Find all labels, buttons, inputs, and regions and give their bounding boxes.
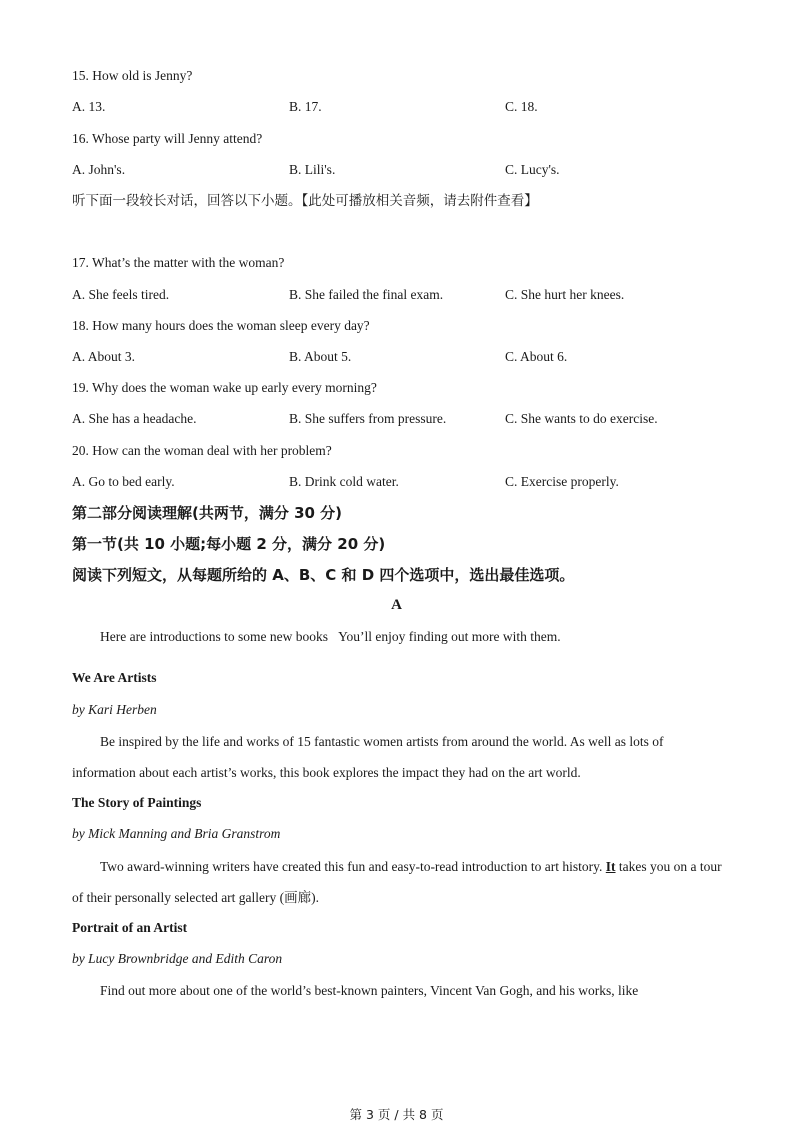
passage-intro bbox=[100, 628, 561, 646]
q18-option-a: A. About 3. bbox=[72, 349, 136, 364]
book-author-3: by Lucy Brownbridge and Edith Caron bbox=[72, 951, 283, 966]
q18-option-b: B. About 5. bbox=[289, 349, 352, 364]
book-author-1: by Kari Herben bbox=[72, 702, 157, 717]
question-17: 17. What’s the matter with the woman? bbox=[72, 255, 285, 270]
q20-option-b: B. Drink cold water. bbox=[289, 474, 399, 489]
book-title-3: Portrait of an Artist bbox=[72, 920, 188, 935]
underlined-word-it: It bbox=[605, 859, 616, 874]
q17-option-a: A. She feels tired. bbox=[72, 287, 170, 302]
q16-option-c: C. Lucy's. bbox=[505, 162, 560, 177]
book-2-text-before: Two award-winning writers have created this fun and easy-to-read introduction to art history. bbox=[100, 859, 603, 874]
question-20: 20. How can the woman deal with her problem? bbox=[72, 443, 332, 458]
q19-option-b: B. She suffers from pressure. bbox=[289, 411, 447, 426]
q20-option-c: C. Exercise properly. bbox=[505, 474, 619, 489]
q17-option-c: C. She hurt her knees. bbox=[505, 287, 625, 302]
q16-option-a: A. John's. bbox=[72, 162, 126, 177]
question-16: 16. Whose party will Jenny attend? bbox=[72, 131, 263, 146]
intro-after: You’ll enjoy finding out more with them. bbox=[338, 629, 561, 644]
q20-option-a: A. Go to bed early. bbox=[72, 474, 175, 489]
q18-option-c: C. About 6. bbox=[505, 349, 568, 364]
q16-option-b: B. Lili's. bbox=[289, 162, 336, 177]
q19-option-c: C. She wants to do exercise. bbox=[505, 411, 658, 426]
q19-option-a: A. She has a headache. bbox=[72, 411, 197, 426]
question-19: 19. Why does the woman wake up early every morning? bbox=[72, 380, 377, 395]
book-description-3: Find out more about one of the world’s best-known painters, Vincent Van Gogh, and his works, like bbox=[100, 983, 639, 998]
q15-option-b: B. 17. bbox=[289, 99, 322, 114]
section-heading: 第二部分阅读理解(共两节，满分 30 分) bbox=[72, 504, 343, 522]
book-description-1: Be inspired by the life and works of 15 fantastic women artists from around the world. As well as lots of information about each artist’s works, this book explores the impact they had on the art world. bbox=[72, 734, 664, 780]
passage-letter: A bbox=[391, 597, 402, 613]
listening-instruction: 听下面一段较长对话，回答以下小题。【此处可播放相关音频，请去附件查看】 bbox=[72, 193, 538, 209]
book-2-text-after: takes you on a tour of their personally selected art gallery (画廊). bbox=[72, 859, 722, 905]
book-title-1: We Are Artists bbox=[72, 670, 157, 685]
q15-option-a: A. 13. bbox=[72, 99, 106, 114]
page-footer: 第 3 页 / 共 8 页 bbox=[349, 1107, 444, 1122]
q15-option-c: C. 18. bbox=[505, 99, 538, 114]
intro-before: Here are introductions to some new books bbox=[100, 629, 328, 644]
question-15: 15. How old is Jenny? bbox=[72, 68, 193, 83]
book-title-2: The Story of Paintings bbox=[72, 795, 202, 810]
book-description-2 bbox=[72, 851, 722, 913]
subsection-heading: 第一节(共 10 小题;每小题 2 分，满分 20 分) bbox=[72, 535, 386, 553]
book-author-2: by Mick Manning and Bria Granstrom bbox=[72, 826, 281, 841]
question-18: 18. How many hours does the woman sleep every day? bbox=[72, 318, 370, 333]
q17-option-b: B. She failed the final exam. bbox=[289, 287, 444, 302]
reading-instruction: 阅读下列短文，从每题所给的 A、B、C 和 D 四个选项中，选出最佳选项。 bbox=[72, 566, 575, 584]
